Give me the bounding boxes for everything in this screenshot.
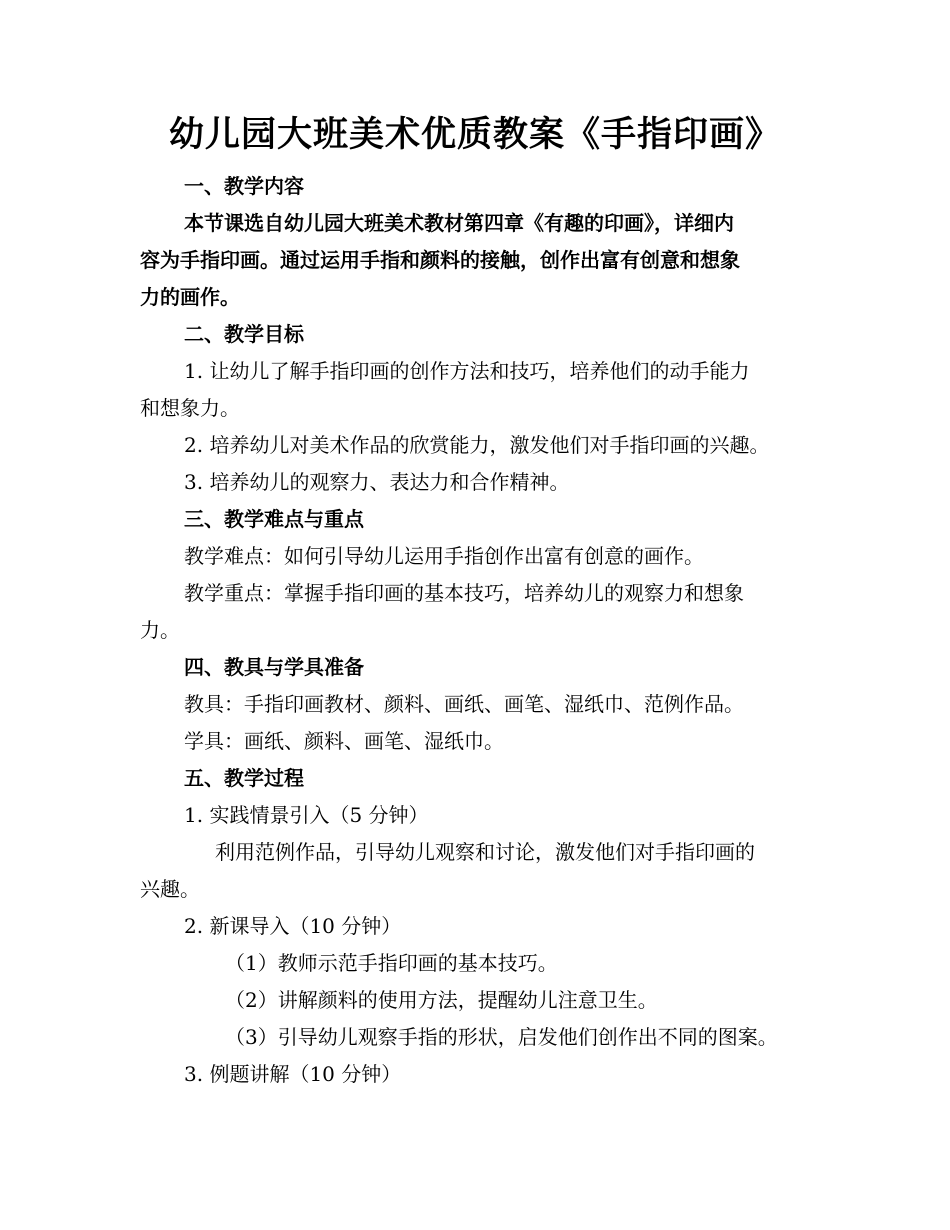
paragraph-line: 教学难点：如何引导幼儿运用手指创作出富有创意的画作。 — [184, 544, 704, 568]
section-heading-materials: 四、教具与学具准备 — [184, 655, 364, 679]
paragraph-line: 兴趣。 — [140, 877, 200, 901]
section-heading-goals: 二、教学目标 — [184, 322, 304, 346]
section-heading-difficulties: 三、教学难点与重点 — [184, 507, 364, 531]
paragraph-line: 学具：画纸、颜料、画笔、湿纸巾。 — [184, 729, 504, 753]
paragraph-line: 力。 — [140, 618, 180, 642]
document-body — [140, 168, 820, 1093]
section-heading-content: 一、教学内容 — [184, 174, 304, 198]
list-item: 2. 培养幼儿对美术作品的欣赏能力，激发他们对手指印画的兴趣。 — [184, 433, 770, 457]
sub-list-item: （2）讲解颜料的使用方法，提醒幼儿注意卫生。 — [225, 988, 658, 1012]
sub-list-item: （1）教师示范手指印画的基本技巧。 — [225, 951, 558, 975]
list-item-continuation: 和想象力。 — [140, 396, 240, 420]
paragraph-line: 本节课选自幼儿园大班美术教材第四章《有趣的印画》，详细内 — [184, 211, 734, 235]
sub-list-item: （3）引导幼儿观察手指的形状，启发他们创作出不同的图案。 — [225, 1025, 778, 1049]
list-item: 3. 培养幼儿的观察力、表达力和合作精神。 — [184, 470, 570, 494]
section-heading-process: 五、教学过程 — [184, 766, 304, 790]
list-item: 1. 让幼儿了解手指印画的创作方法和技巧，培养他们的动手能力 — [184, 359, 750, 383]
paragraph-line: 利用范例作品，引导幼儿观察和讨论，激发他们对手指印画的 — [215, 840, 755, 864]
list-item: 3. 例题讲解（10 分钟） — [184, 1062, 402, 1086]
paragraph-line: 力的画作。 — [140, 285, 240, 309]
paragraph-line: 教学重点：掌握手指印画的基本技巧，培养幼儿的观察力和想象 — [184, 581, 744, 605]
list-item: 1. 实践情景引入（5 分钟） — [184, 803, 429, 827]
paragraph-line: 容为手指印画。通过运用手指和颜料的接触，创作出富有创意和想象 — [140, 248, 740, 272]
document-title: 幼儿园大班美术优质教案《手指印画》 — [168, 114, 781, 155]
list-item: 2. 新课导入（10 分钟） — [184, 914, 402, 938]
paragraph-line: 教具：手指印画教材、颜料、画纸、画笔、湿纸巾、范例作品。 — [184, 692, 744, 716]
